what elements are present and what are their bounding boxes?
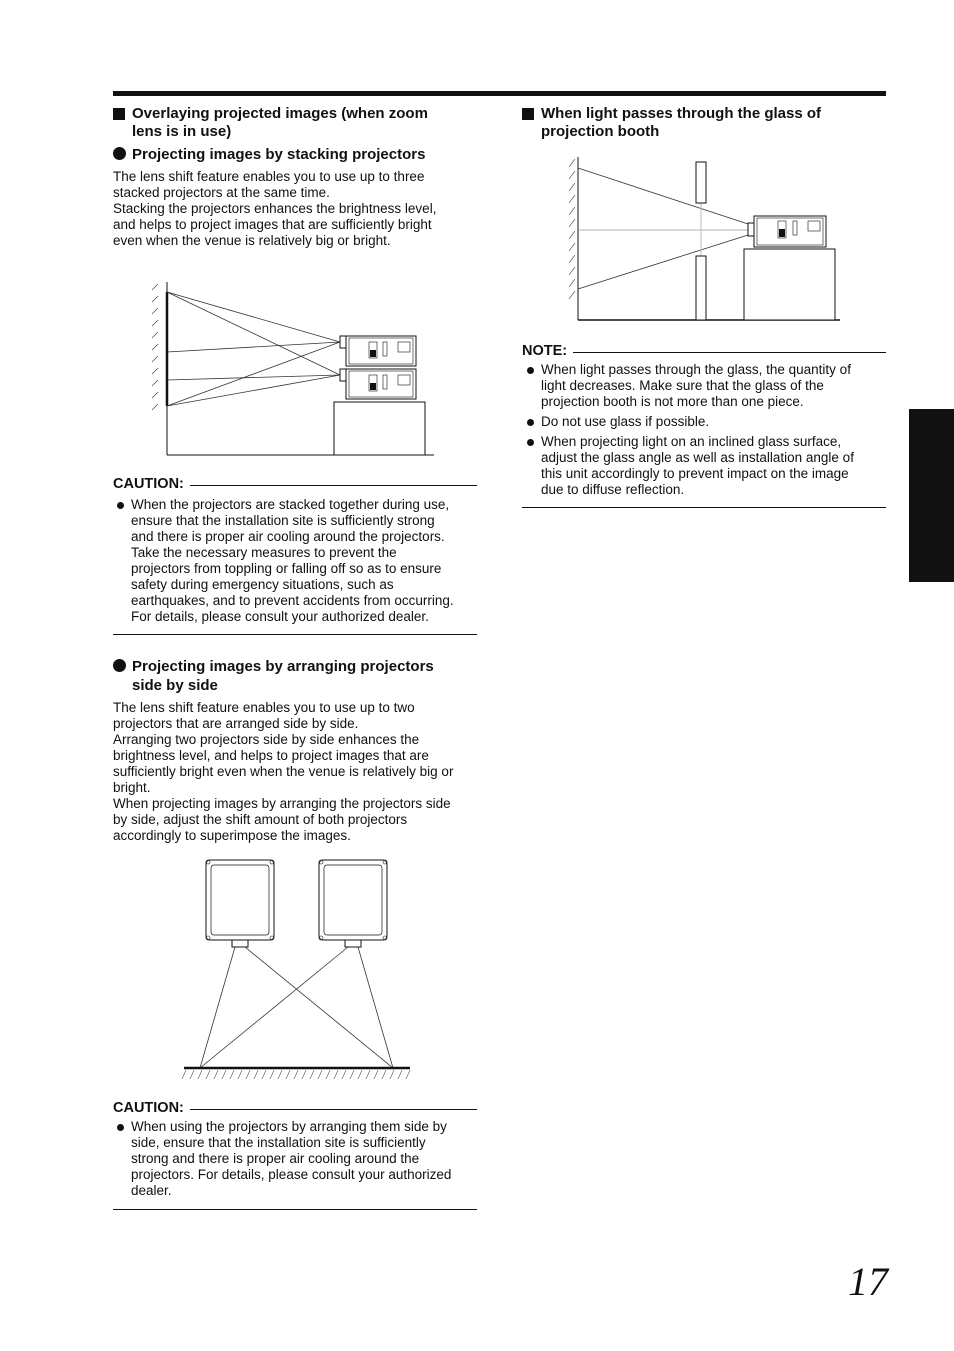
subheading-side-by-side-text: Projecting images by arranging projectors side by side <box>132 658 434 694</box>
section-heading-text: Overlaying projected images (when zoom lens is in use) <box>132 105 428 140</box>
caution-item: When the projectors are stacked together during use, ensure that the installation site is sufficiently strong and there is proper air cooling around the projectors. Take the necessary measures to prevent the projectors from toppling or falling off so as to ensure safety during emergency situations, such as earthquakes, and to prevent accidents from occurring. For details, please consult your authorized dealer. <box>113 497 477 625</box>
square-bullet-icon <box>522 108 534 120</box>
note-item: Do not use glass if possible. <box>523 414 886 430</box>
note-rule <box>522 352 886 353</box>
caution-item: When using the projectors by arranging them side by side, ensure that the installation site is sufficiently strong and there is proper air cooling around the projectors. For details, please consult your authorized dealer. <box>113 1119 477 1199</box>
subheading-stacking-text: Projecting images by stacking projectors <box>132 146 426 163</box>
projector-bottom <box>340 369 416 399</box>
caution-bottom-rule-2 <box>113 1209 477 1210</box>
note-heading <box>522 342 886 360</box>
caution-bottom-rule-1 <box>113 634 477 635</box>
circle-bullet-icon <box>113 147 126 160</box>
side-by-side-diagram <box>178 856 414 1084</box>
side-by-side-paragraph: The lens shift feature enables you to use up to two projectors that are arranged side by side. Arranging two projectors side by side enhances the brightness level, and helps to project images that are sufficiently bright even when the venue is relatively big or bright. When projecting images by arranging the projectors side by side, adjust the shift amount of both projectors accordingly to superimpose the images. <box>113 700 454 843</box>
section-tab-marker <box>909 409 954 582</box>
section-heading-glass-text: When light passes through the glass of projection booth <box>541 105 822 140</box>
square-bullet-icon <box>113 108 125 120</box>
projector-left <box>206 860 274 947</box>
caution-label-2: CAUTION: <box>113 1100 190 1116</box>
section-heading-overlaying <box>113 105 473 141</box>
note-item: When light passes through the glass, the quantity of light decreases. Make sure that the glass of the projection booth is not more than one piece. <box>523 362 886 410</box>
page-number: 17 <box>848 1259 888 1304</box>
stacked-projectors-diagram <box>150 278 440 460</box>
note-list <box>523 362 886 502</box>
note-bottom-rule <box>522 507 886 508</box>
projector-top <box>340 336 416 366</box>
caution-heading-1 <box>113 475 477 493</box>
subheading-side-by-side <box>113 657 473 695</box>
projection-booth-diagram <box>565 155 845 327</box>
caution-label-1: CAUTION: <box>113 476 190 492</box>
note-item: When projecting light on an inclined glass surface, adjust the glass angle as well as installation angle of this unit accordingly to prevent impact on the image due to diffuse reflection. <box>523 434 886 498</box>
caution-list-1 <box>113 497 477 629</box>
booth-projector <box>748 216 826 247</box>
projector-right <box>319 860 387 947</box>
circle-bullet-icon <box>113 659 126 672</box>
note-label: NOTE: <box>522 343 573 359</box>
caution-heading-2 <box>113 1099 477 1117</box>
top-rule <box>113 91 886 96</box>
caution-list-2 <box>113 1119 477 1203</box>
stacking-paragraph: The lens shift feature enables you to use up to three stacked projectors at the same time. Stacking the projectors enhances the brightness level, and helps to project images that are sufficiently bright even when the venue is relatively big or bright. <box>113 169 437 248</box>
section-heading-glass <box>522 105 886 141</box>
subheading-stacking <box>113 145 473 164</box>
